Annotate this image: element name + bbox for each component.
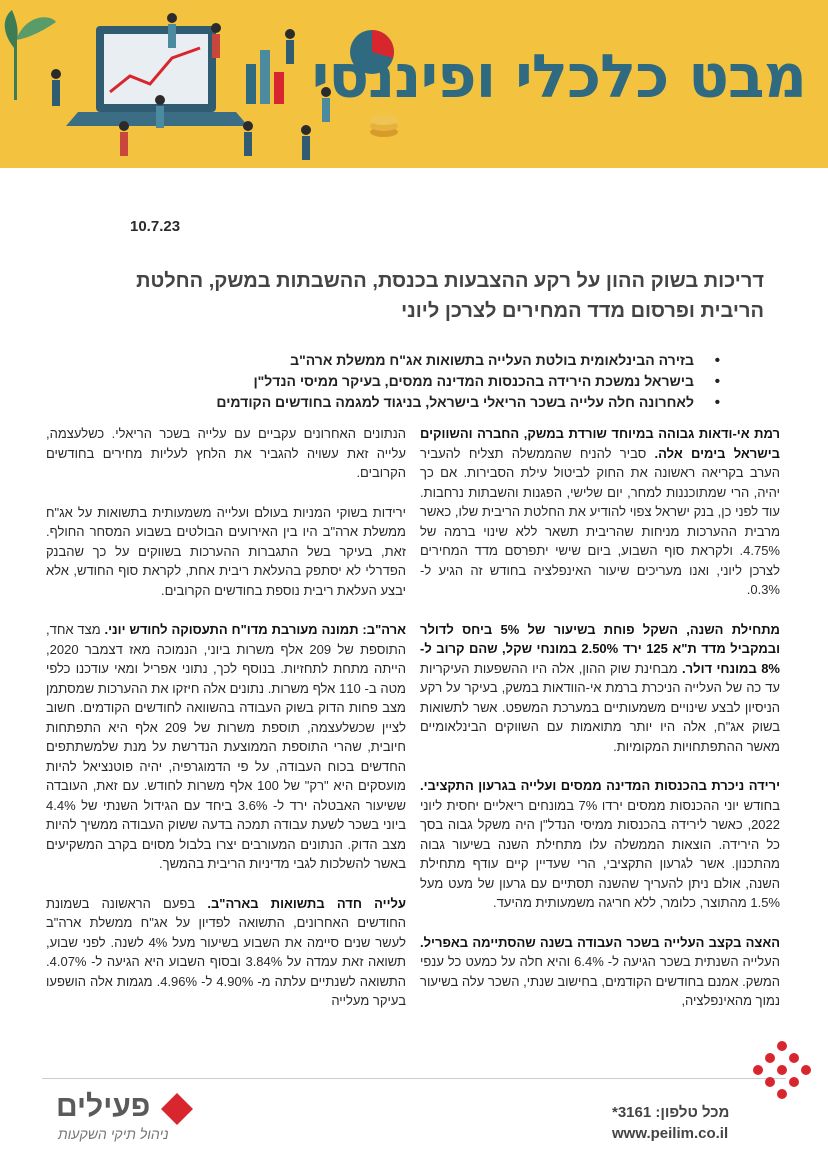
logo-name: פעילים [56,1090,151,1123]
footer-divider [42,1078,786,1079]
paragraph-text: ירידות בשוקי המניות בעולם ועלייה משמעותית בתשואות על אג"ח ממשלת ארה"ב היו בין האירועים הבולטים בשבוע המסחר החולף. זאת, בעיקר בשל התגברות ההערכות בשווקים על כך שהבנק הפדרלי לא יסתפק בהעלאת ריבית אחת, לקראת סוף החודש, אלא יבצע העלאת ריבית נוספת בחודשים הקרובים. [46,504,406,598]
header-banner [0,0,828,168]
report-title: דריכות בשוק ההון על רקע ההצבעות בכנסת, ההשבתות במשק, החלטת הריבית ופרסום מדד המחירים לצרכן ליוני [136,270,764,322]
bullet-item: • בישראל נמשכת הירידה בהכנסות המדינה ממסים, בעיקר ממיסי הנדל"ן [88,371,728,392]
paragraph-lead: מתחילת השנה, השקל פוחת בשיעור של 5% ביחס לדולר ובמקביל מדד ת"א 125 ירד 2.50% במונחי שקל, שהם קרוב ל- 8% במונחי דולר. [420,621,781,676]
paragraph-text: סביר להניח שהממשלה תצליח להעביר הערב בקריאה ראשונה את החוק לביטול עילת הסבירות. אם כך יהיה, הרי שמתוכננות למחר, יום שלישי, הפגנות והשבתות נרחבות. עוד לפני כן, בנק ישראל צפוי להודיע את החלטת הריבית שלו, כאשר מרבית ההערכות מניחות שהריבית תשאר ללא שינוי ברמה של 4.75%. ולקראת סוף השבוע, ביום שישי יתפרסם מדד המחירים לצרכן ליוני, ואנו מעריכים שיעור האינפלציה בחודש זה הגיע ל- 0.3%. [420,445,780,597]
contact-phone: מכל טלפון: 3161* [612,1104,730,1121]
right-column [420,424,780,1031]
paragraph [420,620,780,757]
paragraph-lead: ירידה ניכרת בהכנסות המדינה ממסים ועלייה בגרעון התקציבי. [420,778,780,793]
peilim-logo[interactable] [56,1090,196,1150]
left-column [46,424,406,1031]
website-link[interactable]: www.peilim.co.il [612,1125,729,1142]
paragraph [46,503,406,601]
banner-title: מבט כלכלי ופיננסי [311,42,806,112]
paragraph-lead: ארה"ב: תמונה מעורבת מדו"ח התעסוקה לחודש יוני. [104,622,406,637]
bullet-item: • בזירה הבינלאומית בולטת העלייה בתשואות אג"ח ממשלת ארה"ב [88,350,728,371]
paragraph-text: בחודש יוני ההכנסות ממסים ירדו 7% במונחים ריאליים יחסית ליוני 2022, כאשר לירידה בהכנסות ממיסי הנדל"ן היה משקל גבוה בסך כל הירידה. הוצאות הממשלה עלו מתחילת השנה בשיעור גבוה מהתכנון. אשר לגרעון התקציבי, הרי שעדיין קיים עודף מתחילת השנה, אולם ניתן להעריך שהשנה תסתיים עם גרעון של מעט מעל 1.5% מהתוצר, כלומר, ללא חריגה משמעותית מהיעד. [420,797,780,910]
report-date: 10.7.23 [130,218,181,235]
paragraph [46,620,406,874]
paragraph-text: מבחינת שוק ההון, אלה היו ההשפעות העיקריות עד כה של העלייה הניכרת ברמת אי-הוודאות במשק, בעיקר על רקע הניסיון לבצע שינויים משמעותיים במערכת המשפט. אשר לתשואות בשוק אג"ח, אלה היו יותר מתואמות עם השווקים הבינלאומיים מאשר ההתפתחויות המקומיות. [420,660,780,754]
dot-grid-decoration-icon [750,1040,814,1104]
paragraph [420,933,780,1011]
logo-tagline: ניהול תיקי השקעות [58,1126,169,1142]
paragraph-lead: האצה בקצב העלייה בשכר העבודה בשנה שהסתיימה באפריל. [420,934,780,950]
paragraph-lead: עלייה חדה בתשואות בארה"ב. [207,895,407,911]
paragraph [420,776,780,913]
summary-bullets [88,350,728,413]
paragraph [420,424,780,600]
paragraph [46,894,406,1011]
bullet-item: • לאחרונה חלה עלייה בשכר הריאלי בישראל, בניגוד למגמה בחודשים הקודמים [88,392,728,413]
contact-info [612,1104,729,1142]
peilim-diamond-logo-icon [160,1092,194,1126]
paragraph-text: העלייה השנתית בשכר הגיעה ל- 6.4% והיא חלה על כמעט כל ענפי המשק. אמנם בחודשים הקודמים, בחישוב שנתי, השכר עלה בשיעור נמוך מהאינפלציה, [420,954,780,1008]
paragraph-text: בפעם הראשונה בשמונת החודשים האחרונים, התשואה לפדיון על אג"ח ממשלת ארה"ב לעשר שנים סיימה את השבוע בשיעור מעל 4% לשנה. לפני שבוע, תשואה זאת עמדה על 3.84% ובסוף השבוע היא הגיעה ל- 4.07%. התשואה לשנתיים עלתה מ- 4.90% ל- 4.96%. מגמות אלה הושפעו בעיקר מעלייה [46,895,406,1008]
paragraph [46,424,406,483]
paragraph-text: הנתונים האחרונים עקביים עם עלייה בשכר הריאלי. כשלעצמה, עלייה זאת עשויה להגביר את הלחץ לעליות מחירים בחודשים הקרובים. [46,426,406,480]
paragraph-text: מצד אחד, התוספת של 209 אלף משרות ביוני, הנמוכה מאז דצמבר 2020, הייתה מתחת לתחזיות. בנוסף לכך, נתוני אפריל ומאי עודכנו כלפי מטה ב- 110 אלף משרות. נתונים אלה חיזקו את ההערכות שמסתמן מצב פחות הדוק בשוק העבודה בהשוואה לחודשים הקודמים. חשוב לציין שכשלעצמה, תוספת משרות של 209 אלף היא התפתחות חיובית, שהרי התוספת הממוצעת הנדרשת על מנת שלמשתתפים החדשים בכוח העבודה, על פי הדמוגרפיה, יהיה פוטנציאל להיות מועסקים היא "רק" של 100 אלף משרות לחודש. עם זאת, העובדה ששיעור האבטלה ירד ל- 3.6% ביחד עם הגידול השנתי של 4.4% ביוני בשכר לשעת עבודה תמכה בדעה ששוק העבודה ממשיך להיות מצב הדוק. הנתונים המעורבים יצרו בלבול מסוים בקרב המשקיעים באשר להשלכות לגבי מדיניות הריבית בהמשך. [46,622,406,871]
paragraph-lead: רמת אי-ודאות גבוהה במיוחד שורדת במשק, החברה והשווקים בישראל בימים אלה. [420,426,781,461]
